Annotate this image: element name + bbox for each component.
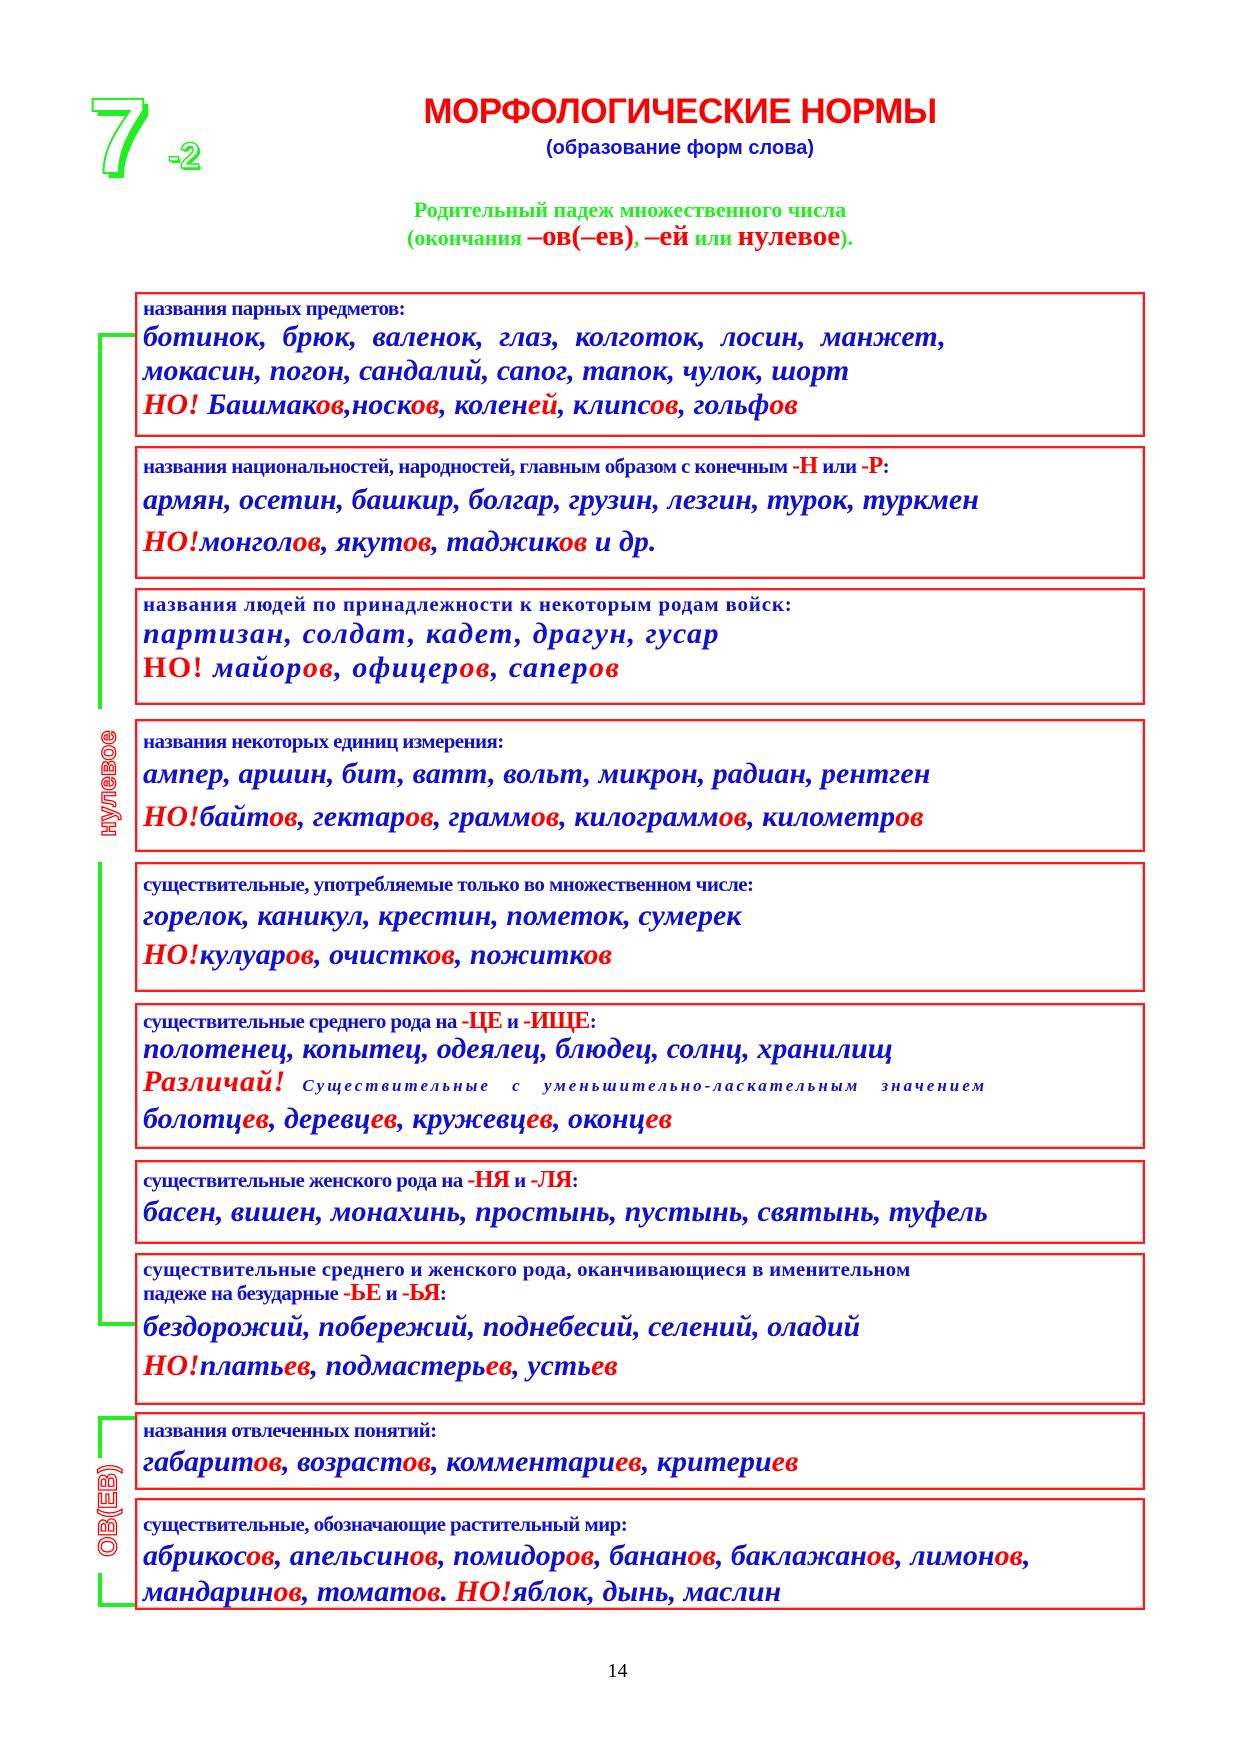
ending-highlight: ов xyxy=(269,800,298,833)
text-fragment: , подмастерь xyxy=(310,1349,486,1382)
ending-highlight: ов xyxy=(410,388,440,421)
text-fragment: яблок, дынь, маслин xyxy=(512,1575,782,1608)
word-list: армян, осетин, башкир, болгар, грузин, лезгин, турок, туркмен xyxy=(143,483,979,516)
ending-highlight: ов xyxy=(530,800,560,833)
text-fragment: существительные среднего рода на xyxy=(143,1009,462,1033)
text-fragment: , грамм xyxy=(433,800,531,833)
text-fragment: , сапер xyxy=(490,651,589,684)
text-fragment: или xyxy=(817,454,862,478)
text-fragment: абрикос xyxy=(143,1539,247,1572)
ending-highlight: ев xyxy=(590,1349,618,1382)
text-fragment: Башмак xyxy=(199,388,316,421)
section-header xyxy=(143,454,1137,478)
text-fragment: ,носк xyxy=(344,388,411,421)
section-header: названия отвлеченных понятий: xyxy=(143,1418,437,1442)
section-neuter-tse xyxy=(135,1003,1145,1149)
exceptions-line-2 xyxy=(143,1576,1137,1608)
text-fragment: , апельсин xyxy=(274,1539,410,1572)
ending-highlight: ов xyxy=(412,1575,441,1608)
ending-highlight: ей xyxy=(527,388,558,421)
text-fragment: , килограмм xyxy=(559,800,719,833)
intro-line-2 xyxy=(300,220,960,252)
section-feminine-nya xyxy=(135,1160,1145,1244)
word-list: ботинок, брюк, валенок, глаз, колготок, лосин, манжет, xyxy=(143,320,946,353)
text-fragment: падеже на безударные xyxy=(143,1281,343,1305)
word-list: партизан, солдат, кадет, драгун, гусар xyxy=(143,617,721,650)
ending-highlight: ов xyxy=(769,388,798,421)
section-header: существительные, обозначающие растительный мир: xyxy=(143,1512,628,1536)
section-header: существительные, употребляемые только во множественном числе: xyxy=(143,872,754,896)
text-fragment: ). xyxy=(840,225,853,250)
text-fragment: или xyxy=(688,225,738,250)
text-fragment: , кружевц xyxy=(397,1102,527,1135)
text-fragment: -ЬЯ xyxy=(401,1280,440,1306)
distinguish-marker: Различай! xyxy=(143,1065,287,1098)
text-fragment: плать xyxy=(199,1349,284,1382)
text-fragment: : xyxy=(589,1009,597,1033)
text-fragment: названия национальностей, народностей, главным образом с конечным xyxy=(143,454,793,478)
section-military xyxy=(135,588,1145,705)
text-fragment: , xyxy=(633,225,645,250)
text-fragment: и xyxy=(380,1281,402,1305)
text-fragment: , банан xyxy=(594,1539,688,1572)
ending-highlight: ов xyxy=(253,1445,283,1478)
text-fragment: , xyxy=(1023,1539,1031,1572)
text-fragment: -ЛЯ xyxy=(530,1167,572,1193)
text-fragment: , томат xyxy=(301,1575,413,1608)
text-fragment: , пожитк xyxy=(454,938,584,971)
distinguish-note: Существительные с уменьшительно-ласкательным значением xyxy=(302,1076,987,1095)
no-marker: НО! xyxy=(143,651,205,684)
text-fragment: , гольф xyxy=(678,388,770,421)
ending-ov: –ов(–ев) xyxy=(527,220,634,252)
text-fragment: мандарин xyxy=(143,1575,274,1608)
zero-bracket-bottom xyxy=(98,862,138,1326)
word-list: мокасин, погон, сандалий, сапог, тапок, чулок, шорт xyxy=(143,354,850,387)
ending-highlight: ев xyxy=(485,1349,513,1382)
text-fragment: -Р xyxy=(861,453,883,479)
ending-highlight: ев xyxy=(242,1102,269,1135)
word-list: ампер, аршин, бит, ватт, вольт, микрон, радиан, рентген xyxy=(143,757,931,790)
ending-highlight: ов xyxy=(302,651,335,684)
text-fragment: : xyxy=(571,1168,579,1192)
ending-highlight: ов xyxy=(246,1539,275,1572)
text-fragment: : xyxy=(882,454,889,478)
text-fragment: , очистк xyxy=(314,938,427,971)
ending-highlight: ев xyxy=(370,1102,398,1135)
text-fragment: . xyxy=(440,1575,456,1608)
text-fragment: , лимон xyxy=(895,1539,995,1572)
section-header: названия некоторых единиц измерения: xyxy=(143,729,504,753)
side-label-ov: ОВ(ЕВ) xyxy=(92,1464,123,1557)
page-subtitle: (образование форм слова) xyxy=(545,137,815,159)
text-fragment: (окончания xyxy=(407,225,528,250)
ending-highlight: ов xyxy=(687,1539,716,1572)
section-units xyxy=(135,719,1145,852)
ending-ey: –ей xyxy=(644,220,689,252)
ending-highlight: ов xyxy=(588,651,621,684)
exceptions-line xyxy=(143,1349,1137,1383)
text-fragment: -ЬЕ xyxy=(342,1280,381,1306)
page-number: 14 xyxy=(607,1660,628,1682)
ending-highlight: ов xyxy=(459,651,491,684)
text-fragment: , усть xyxy=(512,1349,591,1382)
ending-highlight: ов xyxy=(558,525,588,558)
word-list: бездорожий, побережий, поднебесий, селений, оладий xyxy=(143,1310,861,1343)
ending-highlight: ов xyxy=(994,1539,1023,1572)
word-list: горелок, каникул, крестин, пометок, сумерек xyxy=(143,899,742,932)
text-fragment: габарит xyxy=(143,1445,254,1478)
text-fragment: болотц xyxy=(143,1102,243,1135)
text-fragment: кулуар xyxy=(199,938,286,971)
text-fragment: -ИЩЕ xyxy=(523,1008,590,1034)
distinguish-line xyxy=(143,1065,1137,1103)
section-header: существительные среднего и женского рода, оканчивающиеся в именительном xyxy=(143,1257,911,1281)
text-fragment: майор xyxy=(204,651,303,684)
no-marker: НО! xyxy=(455,1575,513,1608)
intro-rule xyxy=(300,197,960,251)
ending-highlight: ов xyxy=(405,800,434,833)
text-fragment: -Н xyxy=(792,453,818,479)
section-unstressed-ye xyxy=(135,1253,1145,1405)
ending-highlight: ов xyxy=(650,388,679,421)
zero-bracket-top xyxy=(98,333,138,709)
text-fragment: -НЯ xyxy=(467,1167,510,1193)
text-fragment: , баклажан xyxy=(715,1539,867,1572)
text-fragment: , деревц xyxy=(268,1102,371,1135)
section-sub-number: -2 xyxy=(168,135,201,176)
ending-highlight: ов xyxy=(315,388,345,421)
ending-highlight: ев xyxy=(526,1102,553,1135)
word-list: полотенец, копытец, одеялец, блюдец, солнц, хранилищ xyxy=(143,1032,893,1065)
section-paired-items xyxy=(135,292,1145,437)
text-fragment: , клипс xyxy=(557,388,651,421)
exceptions-line xyxy=(143,652,1137,684)
text-fragment: , критери xyxy=(641,1445,772,1478)
ending-highlight: ев xyxy=(645,1102,673,1135)
text-fragment: , колен xyxy=(439,388,528,421)
ending-highlight: ов xyxy=(718,800,748,833)
section-header: названия парных предметов: xyxy=(143,296,406,320)
section-plural-only xyxy=(135,862,1145,992)
text-fragment: , комментари xyxy=(431,1445,616,1478)
ending-zero: нулевое xyxy=(737,220,841,252)
intro-line-1: Родительный падеж множественного числа xyxy=(413,197,847,222)
word-list: басен, вишен, монахинь, простынь, пустынь, святынь, туфель xyxy=(143,1195,988,1228)
section-number: 7 xyxy=(88,75,149,196)
exceptions-line xyxy=(143,522,1137,562)
side-label-zero: нулевое xyxy=(91,730,122,837)
ending-highlight: ев xyxy=(283,1349,311,1382)
no-marker: НО! xyxy=(143,388,200,421)
text-fragment: : xyxy=(439,1281,447,1305)
text-fragment: , возраст xyxy=(282,1445,403,1478)
ending-highlight: ев xyxy=(615,1445,642,1478)
ending-highlight: ов xyxy=(866,1539,896,1572)
section-header xyxy=(143,1009,1137,1033)
ending-highlight: ов xyxy=(565,1539,595,1572)
ending-highlight: ов xyxy=(583,938,612,971)
text-fragment: , гектар xyxy=(297,800,406,833)
ending-highlight: ов xyxy=(292,525,322,558)
text-fragment: , таджик xyxy=(431,525,559,558)
text-fragment: , километр xyxy=(747,800,896,833)
text-fragment: -ЦЕ xyxy=(461,1008,503,1034)
text-fragment: существительные женского рода на xyxy=(143,1168,468,1192)
section-header: названия людей по принадлежности к некоторым родам войск: xyxy=(143,592,793,616)
text-fragment: монгол xyxy=(199,525,293,558)
exceptions-line xyxy=(143,1442,1137,1482)
ov-bracket-bottom xyxy=(98,1573,138,1607)
page-title: МОРФОЛОГИЧЕСКИЕ НОРМЫ xyxy=(423,92,937,131)
text-fragment: , офицер xyxy=(334,651,460,684)
section-plants xyxy=(135,1498,1145,1610)
text-fragment: и xyxy=(502,1009,524,1033)
text-fragment: и др. xyxy=(587,525,657,558)
text-fragment: байт xyxy=(199,800,270,833)
section-header-2 xyxy=(143,1281,1137,1305)
ending-highlight: ов xyxy=(285,938,315,971)
ending-highlight: ев xyxy=(771,1445,799,1478)
section-nationalities xyxy=(135,446,1145,579)
text-fragment: и xyxy=(509,1168,531,1192)
exceptions-line xyxy=(143,388,1137,422)
ending-highlight: ов xyxy=(273,1575,302,1608)
no-marker: НО! xyxy=(143,1349,200,1382)
ending-highlight: ов xyxy=(409,1539,439,1572)
ending-highlight: ов xyxy=(402,1445,432,1478)
section-header xyxy=(143,1168,1137,1192)
exceptions-line xyxy=(143,1536,1137,1576)
ending-highlight: ов xyxy=(426,938,455,971)
text-fragment: , оконц xyxy=(552,1102,646,1135)
exceptions-line xyxy=(143,936,1137,974)
no-marker: НО! xyxy=(143,525,200,558)
text-fragment: , помидор xyxy=(438,1539,566,1572)
exceptions-line xyxy=(143,1103,1137,1135)
exceptions-line xyxy=(143,795,1137,839)
section-abstract xyxy=(135,1412,1145,1490)
ending-highlight: ов xyxy=(895,800,924,833)
no-marker: НО! xyxy=(143,938,200,971)
no-marker: НО! xyxy=(143,800,200,833)
text-fragment: , якут xyxy=(321,525,403,558)
ending-highlight: ов xyxy=(402,525,432,558)
